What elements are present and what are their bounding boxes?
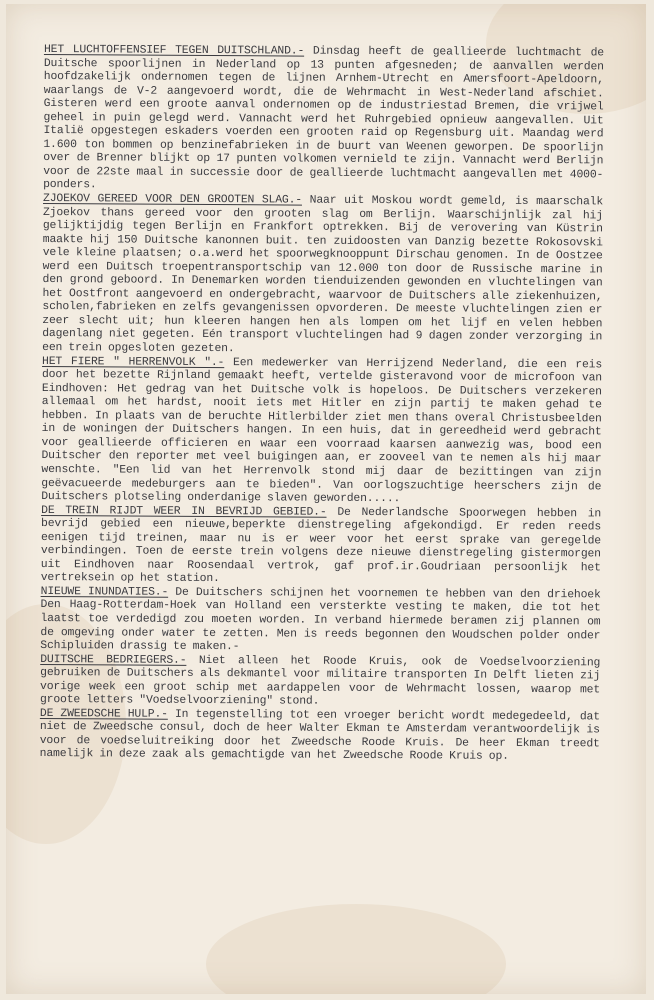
article-heading: DE TREIN RIJDT WEER IN BEVRIJD GEBIED.-: [41, 504, 327, 519]
article-body: De Duitschers schijnen het voornemen te hebben van den driehoek Den Haag-Rotterdam-Hoek van Holland een versterkte vesting te maken, die tot het laatst toe verdedigd zou moeten worden. In verband hiermede beramen zij plannen om de omgeving onder water te zetten. Men is reeds begonnen den Woudschen polder onder Schipluiden drassig te maken.-: [40, 586, 601, 654]
article-body: Dinsdag heeft de geallieerde luchtmacht de Duitsche spoorlijnen in Nederland op 13 punten afgesneden; de aanvallen werden hoofdzakelijk ondernomen tegen de lijnen Arnhem-Utrecht en Amersfoort-Apeldoorn, waarlangs de V-2 aangevoerd wordt, die de Wehrmacht in West-Nederland afschiet. Gisteren werd een groote aanval ondernomen op de industriestad Bremen, die vrijwel geheel in puin gelegd werd. Vannacht werd het Ruhrgebied opnieuw aangevallen. Uit Italië opgestegen eskaders voerden een grooten raid op Regensburg uit. Maandag werd 1.600 ton bommen op benzinefabrieken in de buurt van Weenen geworpen. De spoorlijn over de Brenner blijkt op 17 punten volkomen vernield te zijn. Vannacht werd Berlijn voor de 22ste maal in successie door de geallieerde luchtmacht aangevallen met 4000-ponders.: [43, 45, 604, 192]
article-heading: HET FIERE " HERRENVOLK ".-: [42, 355, 225, 369]
article-deceivers: [40, 654, 600, 712]
paper-sheet: [6, 4, 646, 994]
article-train: [41, 505, 601, 590]
article-heading: ZJOEKOV GEREED VOOR DEN GROOTEN SLAG.-: [43, 193, 303, 207]
article-body: Naar uit Moskou wordt gemeld, is maarschalk Zjoekov thans gereed voor den grooten slag om Berlijn. Waarschijnlijk zal hij gelijktijdig tegen Berlijn en Frankfort optrekken. Bij de verovering van Küstrin maakte hij 150 Duitsche kanonnen buit. ten zuidoosten van Danzig bezette Rokosovski vele kleine plaatsen; o.a.werd het spoorwegknooppunt Dirschau genomen. In de Oostzee werd een Duitsch troepentransportschip van 12.000 ton door de Russische marine in den grond geboord. In Denemarken worden tienduizenden gewonden en vluchtelingen van het Oostfront aangevoerd en ondergebracht, waarvoor de Duitschers alle ziekenhuizen, scholen,fabrieken en zelfs gevangenissen opvorderen. De meeste vluchtelingen zien er zeer slecht uit; hun kleeren hangen hen als lompen om het lijf en velen hebben dagenlang niet gegeten. Eén transport vluchtelingen had 9 dagen zonder verzorging in een trein opgesloten gezeten.: [42, 194, 604, 356]
article-heading: HET LUCHTOFFENSIEF TEGEN DUITSCHLAND.-: [43, 44, 305, 58]
article-herrenvolk: [41, 356, 602, 508]
article-zhukov: [42, 193, 603, 359]
article-swedish-aid: [40, 708, 600, 766]
bulletin-text: [40, 44, 604, 765]
article-heading: DUITSCHE BEDRIEGERS.-: [40, 653, 187, 667]
article-body: De Nederlandsche Spoorwegen hebben in bevrijd gebied een nieuwe,beperkte dienstregeling afgekondigd. Er reden reeds eenigen tijd treinen, maar nu is er weer voor het eerst sprake van geregelde verbindingen. Toen de eerste trein volgens deze nieuwe dienstregeling gistermorgen uit Eindhoven naar Roosendaal vertrok, gaf prof.ir.Goudriaan persoonlijk het vertreksein op het station.: [40, 506, 602, 586]
article-inundations: [40, 586, 600, 657]
article-heading: NIEUWE INUNDATIES.-: [40, 585, 169, 599]
article-body: Een medewerker van Herrijzend Nederland, die een reis door het bezette Rijnland gemaakt heeft, vertelde gisteravond voor de microfoon van Eindhoven: Het gedrag van het Duitsche volk is hopeloos. De Duitschers verzekeren allemaal om het hardst, nooit iets met Hitler en zijn partij te maken gehad te hebben. In plaats van de beruchte Hitlerbilder ziet men thans overal Christusbeelden in de woningen der Duitschers hangen. In een huis, dat in gereedheid werd gebracht voor geallieerde officieren en waar een voorraad kaarsen aanwezig was, bood een Duitscher den reporter met veel buigingen aan, er zooveel van te nemen als hij maar wenschte. "Een lid van het Herrenvolk stond mij daar de bezittingen van zijn geëvacueerde medeburgers aan te bieden". Van oorlogszuchtige heerschers zijn de Duitschers plotseling onderdanige slaven geworden.....: [41, 356, 603, 506]
article-body: Niet alleen het Roode Kruis, ook de Voedselvoorziening gebruiken de Duitschers als dekmantel voor militaire transporten In Delft lieten zij vorige week een groot schip met aardappelen voor de Wehrmacht lossen, waarop met groote letters "Voedselvoorziening" stond.: [39, 654, 601, 708]
article-heading: DE ZWEEDSCHE HULP.-: [39, 707, 168, 721]
paper-stain: [206, 904, 506, 994]
article-body: In tegenstelling tot een vroeger bericht wordt medegedeeld, dat niet de Zweedsche consul, doch de heer Walter Ekman te Amsterdam verantwoordelijk is voor de voedseluitreiking door het Zweedsche Roode Kruis. De heer Ekman treedt namelijk in deze zaak als gemachtigde van het Zweedsche Roode Kruis op.: [39, 708, 600, 764]
article-air-offensive: [43, 44, 604, 196]
